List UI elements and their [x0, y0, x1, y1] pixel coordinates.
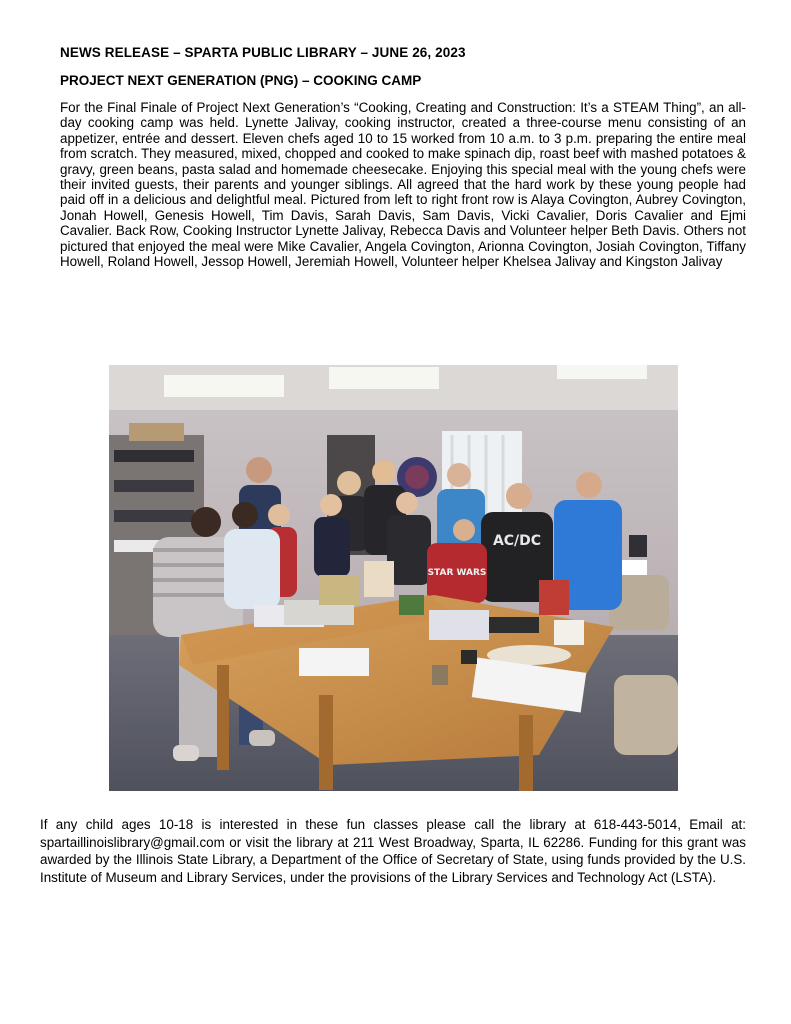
release-body-paragraph: For the Final Finale of Project Next Generation’s “Cooking, Creating and Construction: It’s a STEAM Thing”, an all-day cooking camp was held. Lynette Jalivay, cooking instructor, created a three-course menu consisting of an appetizer, entrée and dessert. Eleven chefs aged 10 to 15 worked from 10 a.m. to 3 p.m. preparing the entire meal from scratch. They measured, mixed, chopped and cooked to make spinach dip, roast beef with mashed potatoes & gravy, green beans, pasta salad and homemade cheesecake. Enjoying this special meal with the young chefs were their invited guests, their parents and younger siblings. All agreed that the hard work by these young people had paid off in a delicious and delightful meal. Pictured from left to right front row is Alaya Covington, Aubrey Covington, Jonah Howell, Genesis Howell, Tim Davis, Sarah Davis, Sam Davis, Vicki Cavalier, Doris Cavalier and Ejmi Cavalier. Back Row, Cooking Instructor Lynette Jalivay, Rebecca Davis and Volunteer helper Beth Davis. Others not pictured that enjoyed the meal were Mike Cavalier, Angela Covington, Arionna Covington, Josiah Covington, Tiffany Howell, Roland Howell, Jessop Howell, Jeremiah Howell, Volunteer helper Khelsea Jalivay and Kingston Jalivay	[60, 100, 746, 270]
cooking-camp-photo	[109, 365, 678, 791]
release-header: NEWS RELEASE – SPARTA PUBLIC LIBRARY – JUNE 26, 2023	[60, 45, 466, 60]
starwars-shirt-text: STAR WARS	[427, 568, 487, 578]
cooking-camp-photo-drawing	[109, 365, 678, 791]
acdc-shirt-text: AC/DC	[492, 533, 542, 549]
release-footer-paragraph: If any child ages 10-18 is interested in these fun classes please call the library at 618-443-5014, Email at: spartaillinoislibrary@gmail.com or visit the library at 211 West Broadway, Sparta, IL 62286. Funding for this grant was awarded by the Illinois State Library, a Department of the Office of Secretary of State, using funds provided by the U.S. Institute of Museum and Library Services, under the provisions of the Library Services and Technology Act (LSTA).	[40, 817, 746, 885]
release-subheader: PROJECT NEXT GENERATION (PNG) – COOKING CAMP	[60, 73, 422, 88]
